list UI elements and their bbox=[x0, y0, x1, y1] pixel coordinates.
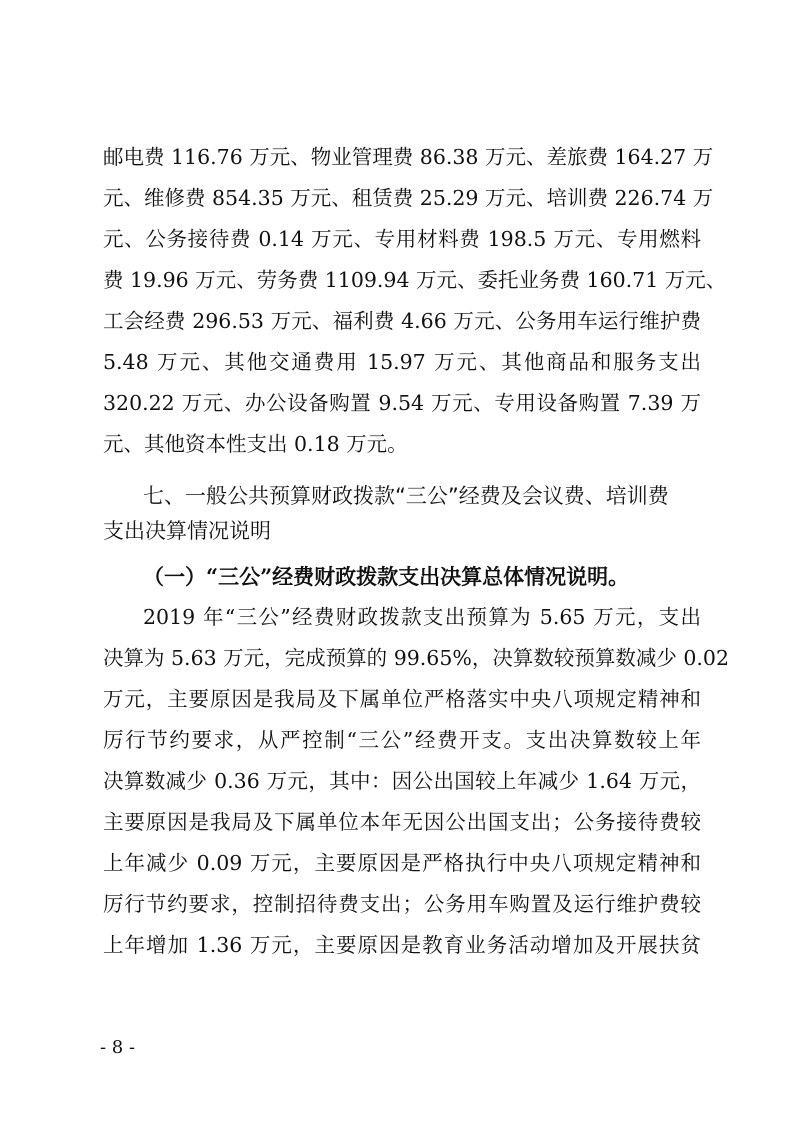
paragraph-line: 上年增加 1.36 万元，主要原因是教育业务活动增加及开展扶贫 bbox=[103, 933, 701, 957]
paragraph-line: 320.22 万元、办公设备购置 9.54 万元、专用设备购置 7.39 万 bbox=[103, 391, 701, 415]
paragraph-line: 元、其他资本性支出 0.18 万元。 bbox=[103, 432, 408, 456]
section-heading-continued: 支出决算情况说明 bbox=[103, 519, 271, 543]
paragraph-line: 工会经费 296.53 万元、福利费 4.66 万元、公务用车运行维护费 bbox=[103, 309, 701, 333]
section-heading: 七、一般公共预算财政拨款“三公”经费及会议费、培训费 bbox=[143, 484, 669, 508]
paragraph-line: 上年减少 0.09 万元，主要原因是严格执行中央八项规定精神和 bbox=[103, 851, 701, 875]
paragraph-line: 决算数减少 0.36 万元，其中：因公出国较上年减少 1.64 万元， bbox=[103, 769, 701, 793]
paragraph-line: 万元，主要原因是我局及下属单位严格落实中央八项规定精神和 bbox=[103, 687, 701, 711]
paragraph-line: 厉行节约要求，控制招待费支出；公务用车购置及运行维护费较 bbox=[103, 892, 701, 916]
paragraph-line: 2019 年“三公”经费财政拨款支出预算为 5.65 万元，支出 bbox=[143, 605, 701, 629]
page-number: - 8 - bbox=[100, 1037, 136, 1058]
paragraph-line: 元、维修费 854.35 万元、租赁费 25.29 万元、培训费 226.74 万 bbox=[103, 186, 714, 210]
paragraph-line: 厉行节约要求，从严控制“三公”经费开支。支出决算数较上年 bbox=[103, 728, 701, 752]
paragraph-line: 费 19.96 万元、劳务费 1109.94 万元、委托业务费 160.71 万元、 bbox=[103, 268, 727, 292]
subsection-heading: （一）“三公”经费财政拨款支出决算总体情况说明。 bbox=[143, 564, 630, 589]
paragraph-line: 5.48 万元、其他交通费用 15.97 万元、其他商品和服务支出 bbox=[103, 350, 701, 374]
paragraph-line: 元、公务接待费 0.14 万元、专用材料费 198.5 万元、专用燃料 bbox=[103, 227, 701, 251]
paragraph-line: 决算为 5.63 万元，完成预算的 99.65%，决算数较预算数减少 0.02 bbox=[103, 646, 730, 670]
paragraph-line: 主要原因是我局及下属单位本年无因公出国支出；公务接待费较 bbox=[103, 810, 701, 834]
paragraph-line: 邮电费 116.76 万元、物业管理费 86.38 万元、差旅费 164.27 万 bbox=[103, 145, 714, 169]
